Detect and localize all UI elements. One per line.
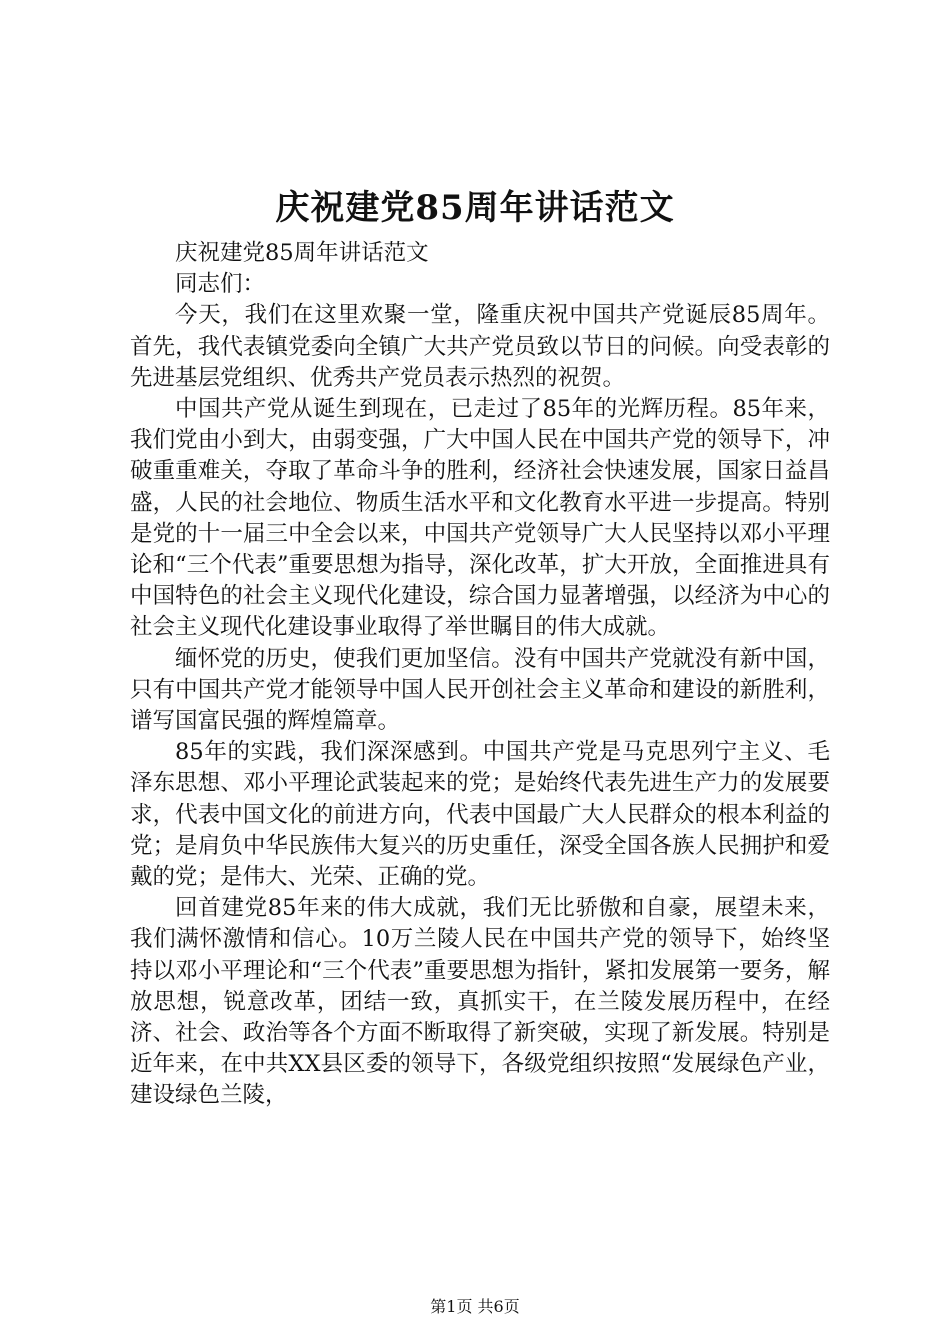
- document-title: 庆祝建党85周年讲话范文: [275, 188, 675, 228]
- paragraph-subtitle: 庆祝建党85周年讲话范文: [175, 240, 429, 266]
- paragraph-opening: 今天，我们在这里欢聚一堂，隆重庆祝中国共产党诞辰85周年。首先，我代表镇党委向全镇广大共产党员致以节日的问候。向受表彰的先进基层党组织、优秀共产党员表示热烈的祝贺。: [130, 302, 830, 391]
- paragraph-remembrance: 缅怀党的历史，使我们更加坚信。没有中国共产党就没有新中国，只有中国共产党才能领导中国人民开创社会主义革命和建设的新胜利，谱写国富民强的辉煌篇章。: [130, 645, 830, 735]
- paragraph-practice: 85年的实践，我们深深感到。中国共产党是马克思列宁主义、毛泽东思想、邓小平理论武装起来的党；是始终代表先进生产力的发展要求，代表中国文化的前进方向，代表中国最广大人民群众的根本利益的党；是肩负中华民族伟大复兴的历史重任，深受全国各族人民拥护和爱戴的党；是伟大、光荣、正确的党。: [130, 739, 830, 891]
- paragraph-salutation: 同志们：: [175, 271, 266, 298]
- page-footer: 第1页 共6页: [430, 1297, 520, 1316]
- paragraph-achievements: 回首建党85年来的伟大成就，我们无比骄傲和自豪，展望未来，我们满怀激情和信心。10万兰陵人民在中国共产党的领导下，始终坚持以邓小平理论和“三个代表”重要思想为指针，紧扣发展第一要务，解放思想，锐意改革，团结一致，真抓实干，在兰陵发展历程中，在经济、社会、政治等各个方面不断取得了新突破，实现了新发展。特别是近年来，在中共XX县区委的领导下，各级党组织按照“发展绿色产业，建设绿色兰陵，: [130, 895, 830, 1109]
- paragraph-history: 中国共产党从诞生到现在，已走过了85年的光辉历程。85年来，我们党由小到大，由弱变强，广大中国人民在中国共产党的领导下，冲破重重难关，夺取了革命斗争的胜利，经济社会快速发展，国家日益昌盛，人民的社会地位、物质生活水平和文化教育水平进一步提高。特别是党的十一届三中全会以来，中国共产党领导广大人民坚持以邓小平理论和“三个代表”重要思想为指导，深化改革，扩大开放，全面推进具有中国特色的社会主义现代化建设，综合国力显著增强，以经济为中心的社会主义现代化建设事业取得了举世瞩目的伟大成就。: [130, 396, 830, 641]
- document-body: [130, 238, 830, 1112]
